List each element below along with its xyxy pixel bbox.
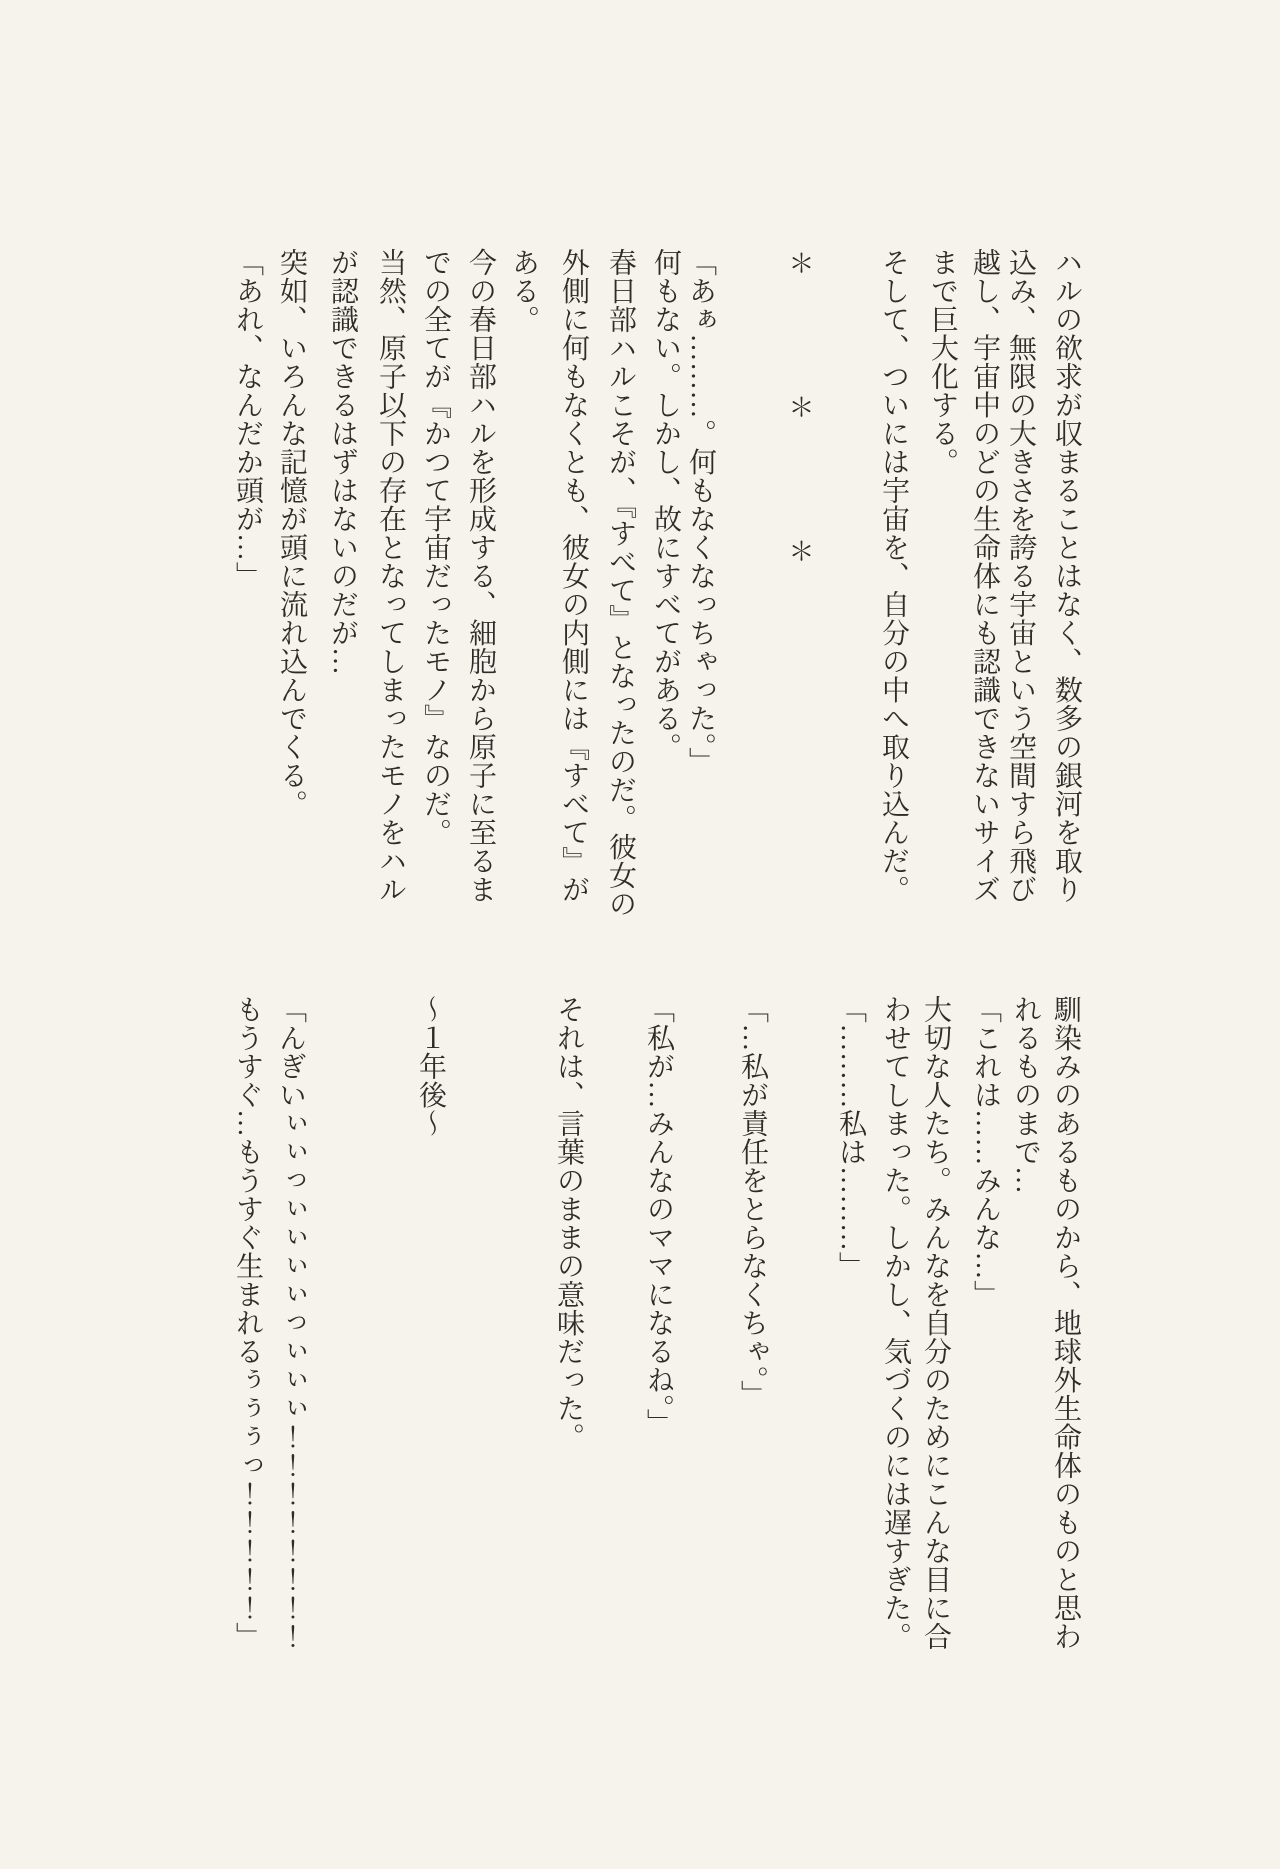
dialogue-column: 「あれ、なんだか頭が…」: [232, 248, 263, 590]
narration-column: そして、ついには宇宙を、自分の中へ取り込んだ。: [878, 248, 909, 904]
dialogue-column: 「これは……みんな…」: [970, 995, 1001, 1309]
narration-column: 春日部ハルこそが、『すべて』となったのだ。彼女の: [605, 248, 636, 918]
section-separator-asterisks: ＊＊＊: [785, 250, 814, 682]
narration-column: れるものまで…: [1010, 995, 1041, 1195]
narration-column: 当然、原子以下の存在となってしまったモノをハル: [375, 248, 406, 904]
dialogue-column: 「…私が責任をとらなくちゃ。」: [737, 995, 768, 1409]
dialogue-column: 「あぁ………。何もなくなっちゃった。」: [685, 248, 716, 776]
narration-column: での全てが『かつて宇宙だったモノ』なのだ。: [420, 248, 451, 847]
narration-column: 今の春日部ハルを形成する、細胞から原子に至るま: [465, 248, 496, 904]
time-skip-label: ～１年後～: [415, 995, 446, 1138]
narration-column: 外側に何もなくとも、彼女の内側には『すべて』が: [558, 248, 589, 904]
narration-column: が認識できるはずはないのだが…: [327, 248, 358, 676]
dialogue-column: もうすぐ…もうすぐ生まれるぅぅぅっ！！！！！」: [232, 995, 263, 1651]
dialogue-column: 「私が…みんなのママになるね。」: [643, 995, 674, 1437]
dialogue-column: 「んぎいぃぃっぃぃぃぃっぃぃぃ！！！！！！！！: [275, 995, 306, 1651]
narration-column: 突如、いろんな記憶が頭に流れ込んでくる。: [276, 248, 307, 818]
narration-column: 大切な人たち。みんなを自分のためにこんな目に合: [920, 995, 951, 1651]
narration-column: それは、言葉のままの意味だった。: [553, 995, 584, 1451]
narration-column: ある。: [508, 248, 539, 334]
narration-column: まで巨大化する。: [927, 248, 958, 476]
narration-column: わせてしまった。しかし、気づくのには遅すぎた。: [880, 995, 911, 1651]
dialogue-column: 「………私は………」: [835, 995, 866, 1280]
narration-column: 何もない。しかし、故にすべてがある。: [650, 248, 681, 761]
narration-column: 馴染みのあるものから、地球外生命体のものと思わ: [1050, 995, 1081, 1651]
narration-column: 込み、無限の大きさを誇る宇宙という空間すら飛び: [1005, 248, 1036, 904]
narration-column: 越し、宇宙中のどの生命体にも認識できないサイズ: [969, 248, 1000, 904]
narration-column: ハルの欲求が収まることはなく、数多の銀河を取り: [1051, 248, 1082, 904]
